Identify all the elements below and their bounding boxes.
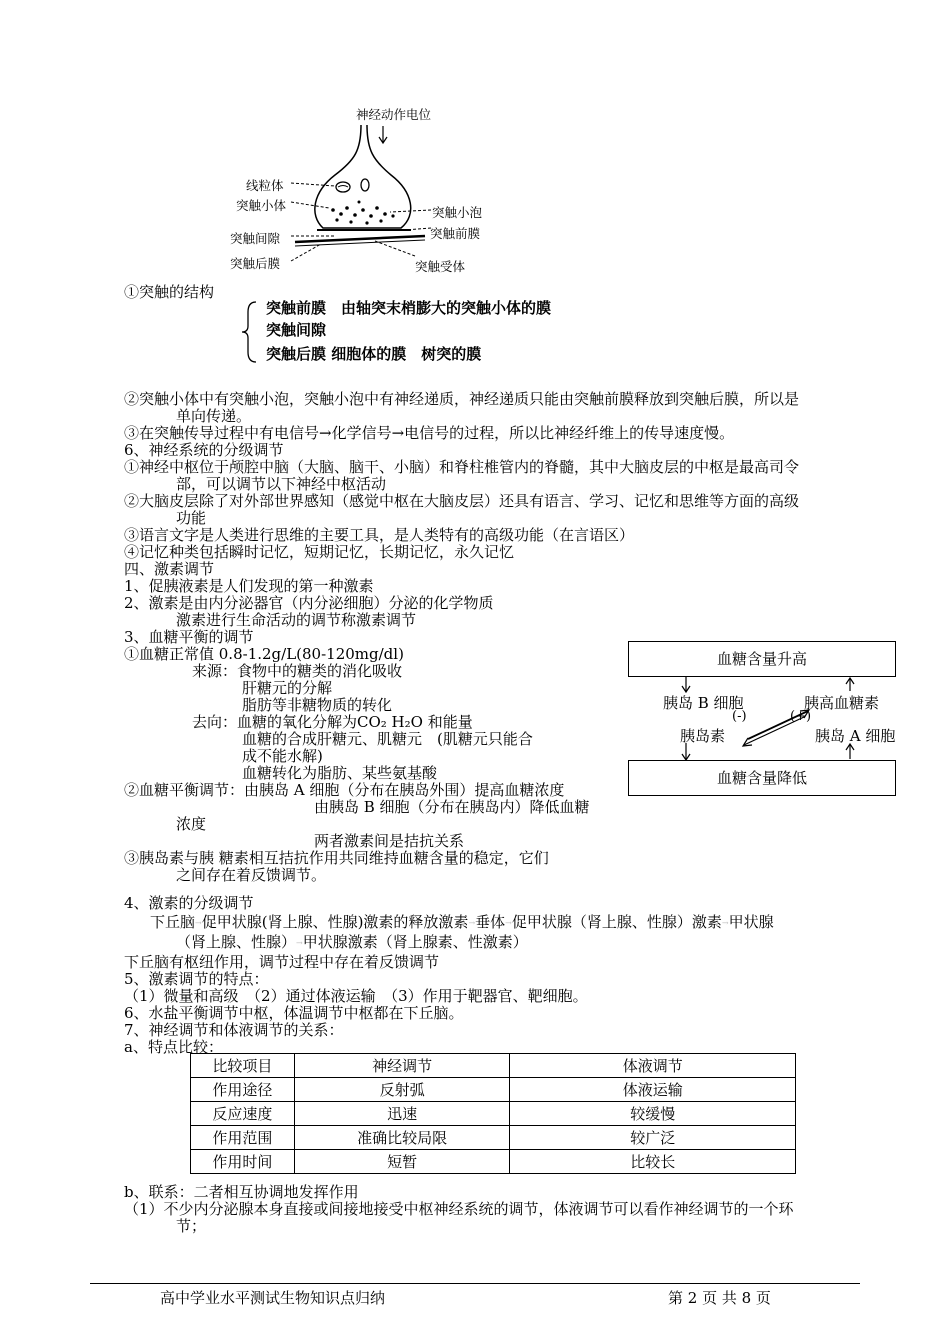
label-presynaptic-membrane: 突触前膜 (430, 226, 481, 241)
table-cell: 短暂 (294, 1150, 510, 1174)
footer-title: 高中学业水平测试生物知识点归纳 (160, 1289, 386, 1307)
page-number: 第 2 页 共 8 页 (668, 1289, 771, 1307)
text-line: 2、激素是由内分泌器官（内分泌细胞）分泌的化学物质 (124, 594, 494, 612)
text-line: 浓度 (176, 815, 207, 833)
text-line: 部，可以调节以下神经中枢活动 (176, 475, 387, 493)
text-line: 去向：血糖的氧化分解为CO₂ H₂O 和能量 (192, 713, 473, 731)
table-cell: 准确比较局限 (294, 1126, 510, 1150)
text-line: 脂肪等非糖物质的转化 (242, 696, 393, 714)
thyroid: 甲状腺 (728, 913, 774, 931)
section-heading: 5、激素调节的特点： (124, 970, 269, 988)
glucose-low-box: 血糖含量降低 (628, 760, 896, 796)
table-cell: 体液调节 (510, 1054, 796, 1078)
label-synaptic-cleft: 突触间隙 (230, 231, 281, 246)
text-line: ②突触小体中有突触小泡，突触小泡中有神经递质，神经递质只能由突触前膜释放到突触后膜，所以是 (124, 390, 800, 408)
hierarchy-line-2 (176, 934, 528, 952)
structure-heading: ①突触的结构 (124, 283, 215, 301)
text-line: ③胰岛素与胰 糖素相互拮抗作用共同维持血糖含量的稳定，它们 (124, 849, 549, 867)
text-line: 由胰岛 B 细胞（分布在胰岛内）降低血糖 (314, 798, 590, 816)
table-cell: 体液运输 (510, 1078, 796, 1102)
text-line: ②大脑皮层除了对外部世界感知（感觉中枢在大脑皮层）还具有语言、学习、记忆和思维等方面的高级 (124, 492, 800, 510)
glucose-arrows (628, 677, 898, 761)
comparison-table (190, 1053, 796, 1174)
glucagon-label: 胰高血糖素 (804, 694, 880, 712)
text-line: ③语言文字是人类进行思维的主要工具，是人类特有的高级功能（在言语区） (124, 526, 635, 544)
text-line: 之间存在着反馈调节。 (176, 866, 327, 884)
table-cell: 作用途径 (191, 1078, 295, 1102)
b-cell-label: 胰岛 B 细胞 (663, 694, 744, 712)
label-mitochondria: 线粒体 (246, 178, 284, 193)
table-cell: 比较长 (510, 1150, 796, 1174)
table-cell: 作用时间 (191, 1150, 295, 1174)
table-cell: 作用范围 (191, 1126, 295, 1150)
text-line: 成不能水解) (242, 747, 323, 765)
label-synaptic-vesicle: 突触小泡 (432, 205, 483, 220)
text-line: 激素进行生命活动的调节称激素调节 (176, 611, 417, 629)
text-line: ①神经中枢位于颅腔中脑（大脑、脑干、小脑）和脊柱椎管内的脊髓，其中大脑皮层的中枢是最高司令 (124, 458, 800, 476)
footer-divider (90, 1283, 860, 1284)
text-line: ③在突触传导过程中有电信号→化学信号→电信号的过程，所以比神经纤维上的传导速度慢。 (124, 424, 735, 442)
table-cell: 比较项目 (191, 1054, 295, 1078)
table-row (191, 1078, 796, 1102)
structure-item: 突触间隙 (266, 321, 327, 339)
text-line: 血糖的合成肝糖元、肌糖元 (肌糖元只能合 (242, 730, 533, 748)
section-heading: 四、激素调节 (124, 560, 215, 578)
a-cell-label: 胰岛 A 细胞 (815, 727, 896, 745)
trh: 促甲状腺(肾上腺、性腺)激素的释放激素 (201, 913, 469, 931)
promote-label: (+) (790, 709, 812, 724)
hypothalamus: 下丘脑 (150, 913, 196, 931)
text-line: （1）微量和高级 （2）通过体液运输 （3）作用于靶器官、靶细胞。 (124, 987, 588, 1005)
hierarchy-line-1 (150, 914, 774, 932)
text-line: 肝糖元的分解 (242, 679, 333, 697)
text-line: a、特点比较： (124, 1038, 223, 1056)
text-line: ①血糖正常值 0.8-1.2g/L(80-120mg/dl) (124, 645, 404, 663)
arrow-icon: → (505, 918, 512, 928)
table-cell: 较广泛 (510, 1126, 796, 1150)
label-synaptic-knob: 突触小体 (236, 198, 287, 213)
label-receptor: 突触受体 (415, 259, 466, 274)
label-postsynaptic-membrane: 突触后膜 (230, 256, 281, 271)
table-cell: 迅速 (294, 1102, 510, 1126)
structure-item: 突触前膜 由轴突末梢膨大的突触小体的膜 (266, 299, 552, 317)
structure-item: 突触后膜 细胞体的膜 树突的膜 (266, 345, 482, 363)
arrow-icon: → (195, 918, 202, 928)
text-line: 节； (176, 1217, 207, 1235)
text-line: b、联系：二者相互协调地发挥作用 (124, 1183, 359, 1201)
thyroxine: 甲状腺激素（肾上腺素、性激素） (302, 933, 528, 951)
section-heading: 4、激素的分级调节 (124, 894, 254, 912)
text-line: 血糖转化为脂肪、某些氨基酸 (242, 764, 438, 782)
text-line: （1）不少内分泌腺本身直接或间接地接受中枢神经系统的调节，体液调节可以看作神经调节的一个环 (124, 1200, 794, 1218)
table-row (191, 1054, 796, 1078)
text-line: ④记忆种类包括瞬时记忆，短期记忆，长期记忆，永久记忆 (124, 543, 515, 561)
arrow-icon: → (296, 938, 303, 948)
text-line: 下丘脑有枢纽作用，调节过程中存在着反馈调节 (124, 953, 440, 971)
table-cell: 神经调节 (294, 1054, 510, 1078)
arrow-icon: → (721, 918, 729, 928)
thyroid-alt: （肾上腺、性腺） (176, 933, 297, 951)
pituitary: 垂体 (475, 913, 506, 931)
section-heading: 7、神经调节和体液调节的关系： (124, 1021, 344, 1039)
insulin-label: 胰岛素 (680, 727, 726, 745)
text-line: 6、水盐平衡调节中枢，体温调节中枢都在下丘脑。 (124, 1004, 464, 1022)
glucose-high-box: 血糖含量升高 (628, 641, 896, 677)
section-heading: 3、血糖平衡的调节 (124, 628, 254, 646)
text-line: 两者激素间是拮抗关系 (314, 832, 465, 850)
table-row (191, 1150, 796, 1174)
text-line: 功能 (176, 509, 207, 527)
text-line: 来源：食物中的糖类的消化吸收 (192, 662, 403, 680)
text-line: ②血糖平衡调节：由胰岛 A 细胞（分布在胰岛外围）提高血糖浓度 (124, 781, 565, 799)
section-heading: 6、神经系统的分级调节 (124, 441, 284, 459)
table-cell: 较缓慢 (510, 1102, 796, 1126)
tsh: 促甲状腺（肾上腺、性腺）激素 (511, 913, 722, 931)
figure-title: 神经动作电位 (356, 107, 432, 122)
table-row (191, 1126, 796, 1150)
brace-icon (240, 300, 260, 364)
table-cell: 反射弧 (294, 1078, 510, 1102)
inhibit-label: (-) (732, 709, 747, 724)
table-row (191, 1102, 796, 1126)
text-line: 1、促胰液素是人们发现的第一种激素 (124, 577, 374, 595)
arrow-icon: → (468, 918, 476, 928)
table-cell: 反应速度 (191, 1102, 295, 1126)
text-line: 单向传递。 (176, 407, 252, 425)
